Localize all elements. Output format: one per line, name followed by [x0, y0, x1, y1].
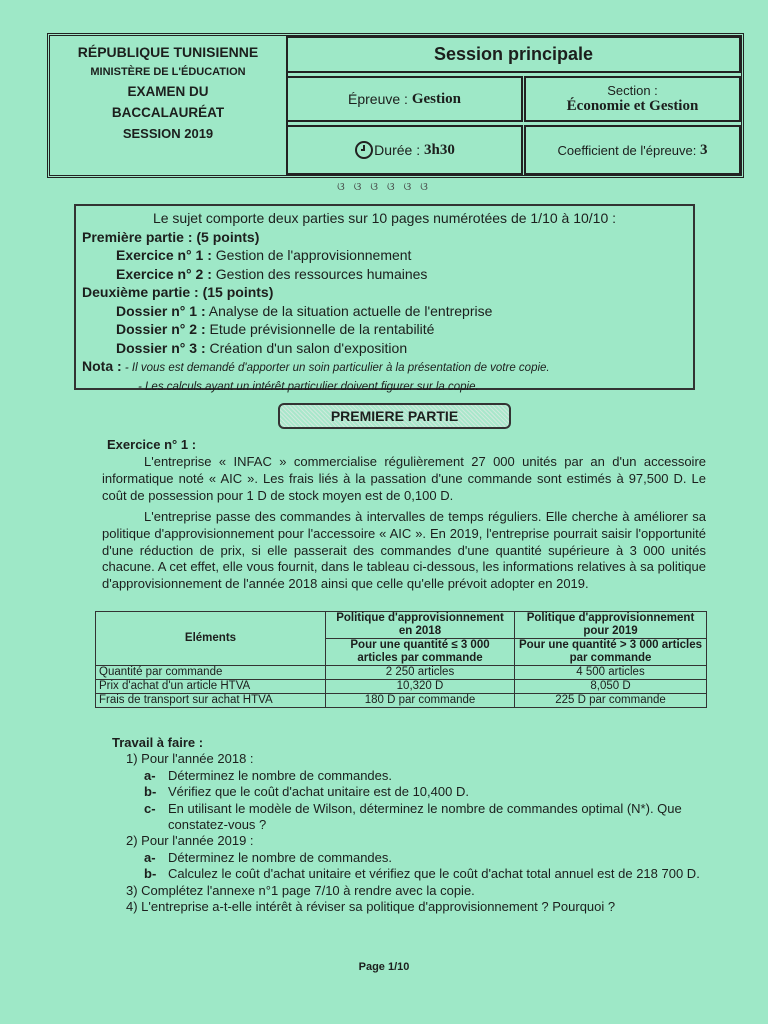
ministry-name: MINISTÈRE DE L'ÉDUCATION: [90, 66, 246, 78]
table-row: [96, 680, 707, 694]
nota-line1: [82, 357, 687, 378]
row-value-2019: 225 D par commande: [515, 694, 707, 708]
duree-cell: [286, 125, 523, 175]
section-label: Section :: [607, 83, 658, 98]
d3-label: Dossier n° 3 :: [116, 339, 206, 356]
epreuve-value: Gestion: [411, 90, 461, 107]
summary-d3: [82, 339, 687, 358]
d2-label: Dossier n° 2 :: [116, 321, 206, 337]
th-sub-2018: Pour une quantité ≤ 3 000 articles par commande: [326, 639, 515, 666]
d1-text: Analyse de la situation actuelle de l'entreprise: [205, 302, 493, 319]
exam-header: [47, 33, 744, 178]
summary-ex1: [82, 246, 687, 265]
page-number: Page 1/10: [358, 961, 410, 973]
question-1b: [100, 784, 740, 800]
nota-text-1: - Il vous est demandé d'apporter un soin particulier à la présentation de votre copie.: [121, 362, 550, 374]
question-2: 2) Pour l'année 2019 :: [126, 833, 254, 849]
part2-title: Deuxième partie : (15 points): [82, 284, 274, 300]
q1b-text: Vérifiez que le coût d'achat unitaire est de 10,400 D.: [168, 784, 469, 800]
section-value: Économie et Gestion: [566, 98, 699, 114]
q1a-text: Déterminez le nombre de commandes.: [168, 767, 392, 783]
summary-intro: Le sujet comporte deux parties sur 10 pages numérotées de 1/10 à 10/10 :: [152, 210, 617, 226]
section-cell: [524, 76, 741, 122]
question-1a: [100, 768, 740, 784]
clock-icon: [354, 140, 374, 160]
session-type-label: Session principale: [433, 44, 594, 64]
row-value-2019: 8,050 D: [515, 680, 707, 694]
row-label: Quantité par commande: [96, 666, 326, 680]
nota-text-2: - Les calculs ayant un intérêt particulier doivent figurer sur la copie.: [138, 380, 479, 393]
q2b-label: b-: [144, 866, 157, 882]
d2-text: Etude prévisionnelle de la rentabilité: [205, 321, 435, 337]
exam-name-line2: BACCALAURÉAT: [111, 105, 225, 120]
ex1-text: Gestion de l'approvisionnement: [211, 247, 412, 263]
question-1: 1) Pour l'année 2018 :: [126, 751, 254, 767]
session-type: [286, 36, 741, 73]
part-banner: [278, 403, 511, 429]
coef-value: 3: [699, 141, 708, 158]
epreuve-label: Épreuve :: [348, 91, 408, 107]
q1c-label: c-: [144, 800, 156, 816]
country-name: RÉPUBLIQUE TUNISIENNE: [77, 44, 259, 60]
ornament-divider: ଓ ଓ ଓ ଓ ଓ ଓ: [337, 181, 431, 193]
table-row: [96, 666, 707, 680]
subject-summary-box: [74, 204, 695, 393]
exercise-paragraph-1: [102, 454, 706, 504]
q1b-label: b-: [144, 784, 157, 800]
d3-text: Création d'un salon d'exposition: [205, 339, 408, 356]
row-value-2018: 2 250 articles: [326, 666, 515, 680]
row-value-2019: 4 500 articles: [515, 666, 707, 680]
exam-name-line1: EXAMEN DU: [127, 84, 209, 99]
d1-label: Dossier n° 1 :: [116, 302, 206, 319]
exercise-text-1: L'entreprise « INFAC » commercialise régulièrement 27 000 unités par an d'un accessoire informatique noté « AIC ». Les frais liés à la passation d'une commande sont estimés à 97,500 D. Le coût de possession pour 1 D de stock moyen est de 0,100 D.: [102, 454, 706, 503]
work-section: [100, 735, 740, 915]
th-sub-2019: Pour une quantité > 3 000 articles par commande: [515, 639, 707, 666]
question-3: 3) Complétez l'annexe n°1 page 7/10 à rendre avec la copie.: [126, 882, 475, 898]
exercise-title: Exercice n° 1 :: [107, 437, 197, 452]
supply-policy-table: [95, 611, 707, 708]
q2b-text: Calculez le coût d'achat unitaire et vérifiez que le coût d'achat total annuel est de 218 700 D.: [168, 866, 700, 882]
summary-ex2: [82, 265, 687, 284]
coef-cell: [524, 125, 741, 175]
part-banner-label: PREMIERE PARTIE: [330, 408, 459, 424]
work-title: Travail à faire :: [112, 735, 204, 750]
exercise-text-2: L'entreprise passe des commandes à intervalles de temps réguliers. Elle cherche à améliorer sa politique d'approvisionnement pour l'accessoire « AIC ». En 2019, l'entreprise pourrait saisir l'opportunité d'une réduction de prix, si elle passerait des commandes d'une quantité supérieure à 3 000 unités chacune. A cet effet, elle vous fournit, dans le tableau ci-dessous, les informations relatives à sa politique d'approvisionnement de l'année 2018 ainsi que celle qu'elle prévoit adopter en 2019.: [102, 509, 706, 592]
row-value-2018: 180 D par commande: [326, 694, 515, 708]
header-institution: [50, 36, 288, 175]
question-4: 4) L'entreprise a-t-elle intérêt à réviser sa politique d'approvisionnement ? Pourquoi ?: [126, 899, 616, 915]
th-policy-2018: Politique d'approvisionnement en 2018: [326, 612, 515, 639]
part1-title: Première partie : (5 points): [82, 228, 260, 245]
row-label: Prix d'achat d'un article HTVA: [96, 680, 326, 694]
coef-label: Coefficient de l'épreuve:: [557, 142, 697, 158]
th-policy-2019: Politique d'approvisionnement pour 2019: [515, 612, 707, 639]
duree-label: Durée :: [374, 142, 421, 158]
question-2b: [100, 866, 740, 882]
q2a-text: Déterminez le nombre de commandes.: [168, 849, 392, 865]
epreuve-cell: [286, 76, 523, 122]
exercise-paragraph-2: [102, 509, 706, 593]
question-1c: [100, 801, 740, 834]
ex2-label: Exercice n° 2 :: [116, 265, 212, 282]
q2a-label: a-: [144, 849, 156, 865]
ex1-label: Exercice n° 1 :: [116, 247, 212, 263]
row-value-2018: 10,320 D: [326, 680, 515, 694]
th-elements: Eléments: [96, 612, 326, 666]
ex2-text: Gestion des ressources humaines: [211, 265, 428, 282]
duree-value: 3h30: [423, 141, 455, 158]
table-row: [96, 694, 707, 708]
question-2a: [100, 850, 740, 866]
row-label: Frais de transport sur achat HTVA: [96, 694, 326, 708]
session-year: SESSION 2019: [122, 126, 214, 141]
summary-d1: [82, 302, 687, 321]
table-header-row: [96, 612, 707, 639]
q1c-text: En utilisant le modèle de Wilson, déterminez le nombre de commandes optimal (N*). Que constatez-vous ?: [168, 800, 682, 833]
nota-label: Nota :: [82, 358, 122, 374]
q1a-label: a-: [144, 767, 156, 783]
summary-d2: [82, 320, 687, 339]
